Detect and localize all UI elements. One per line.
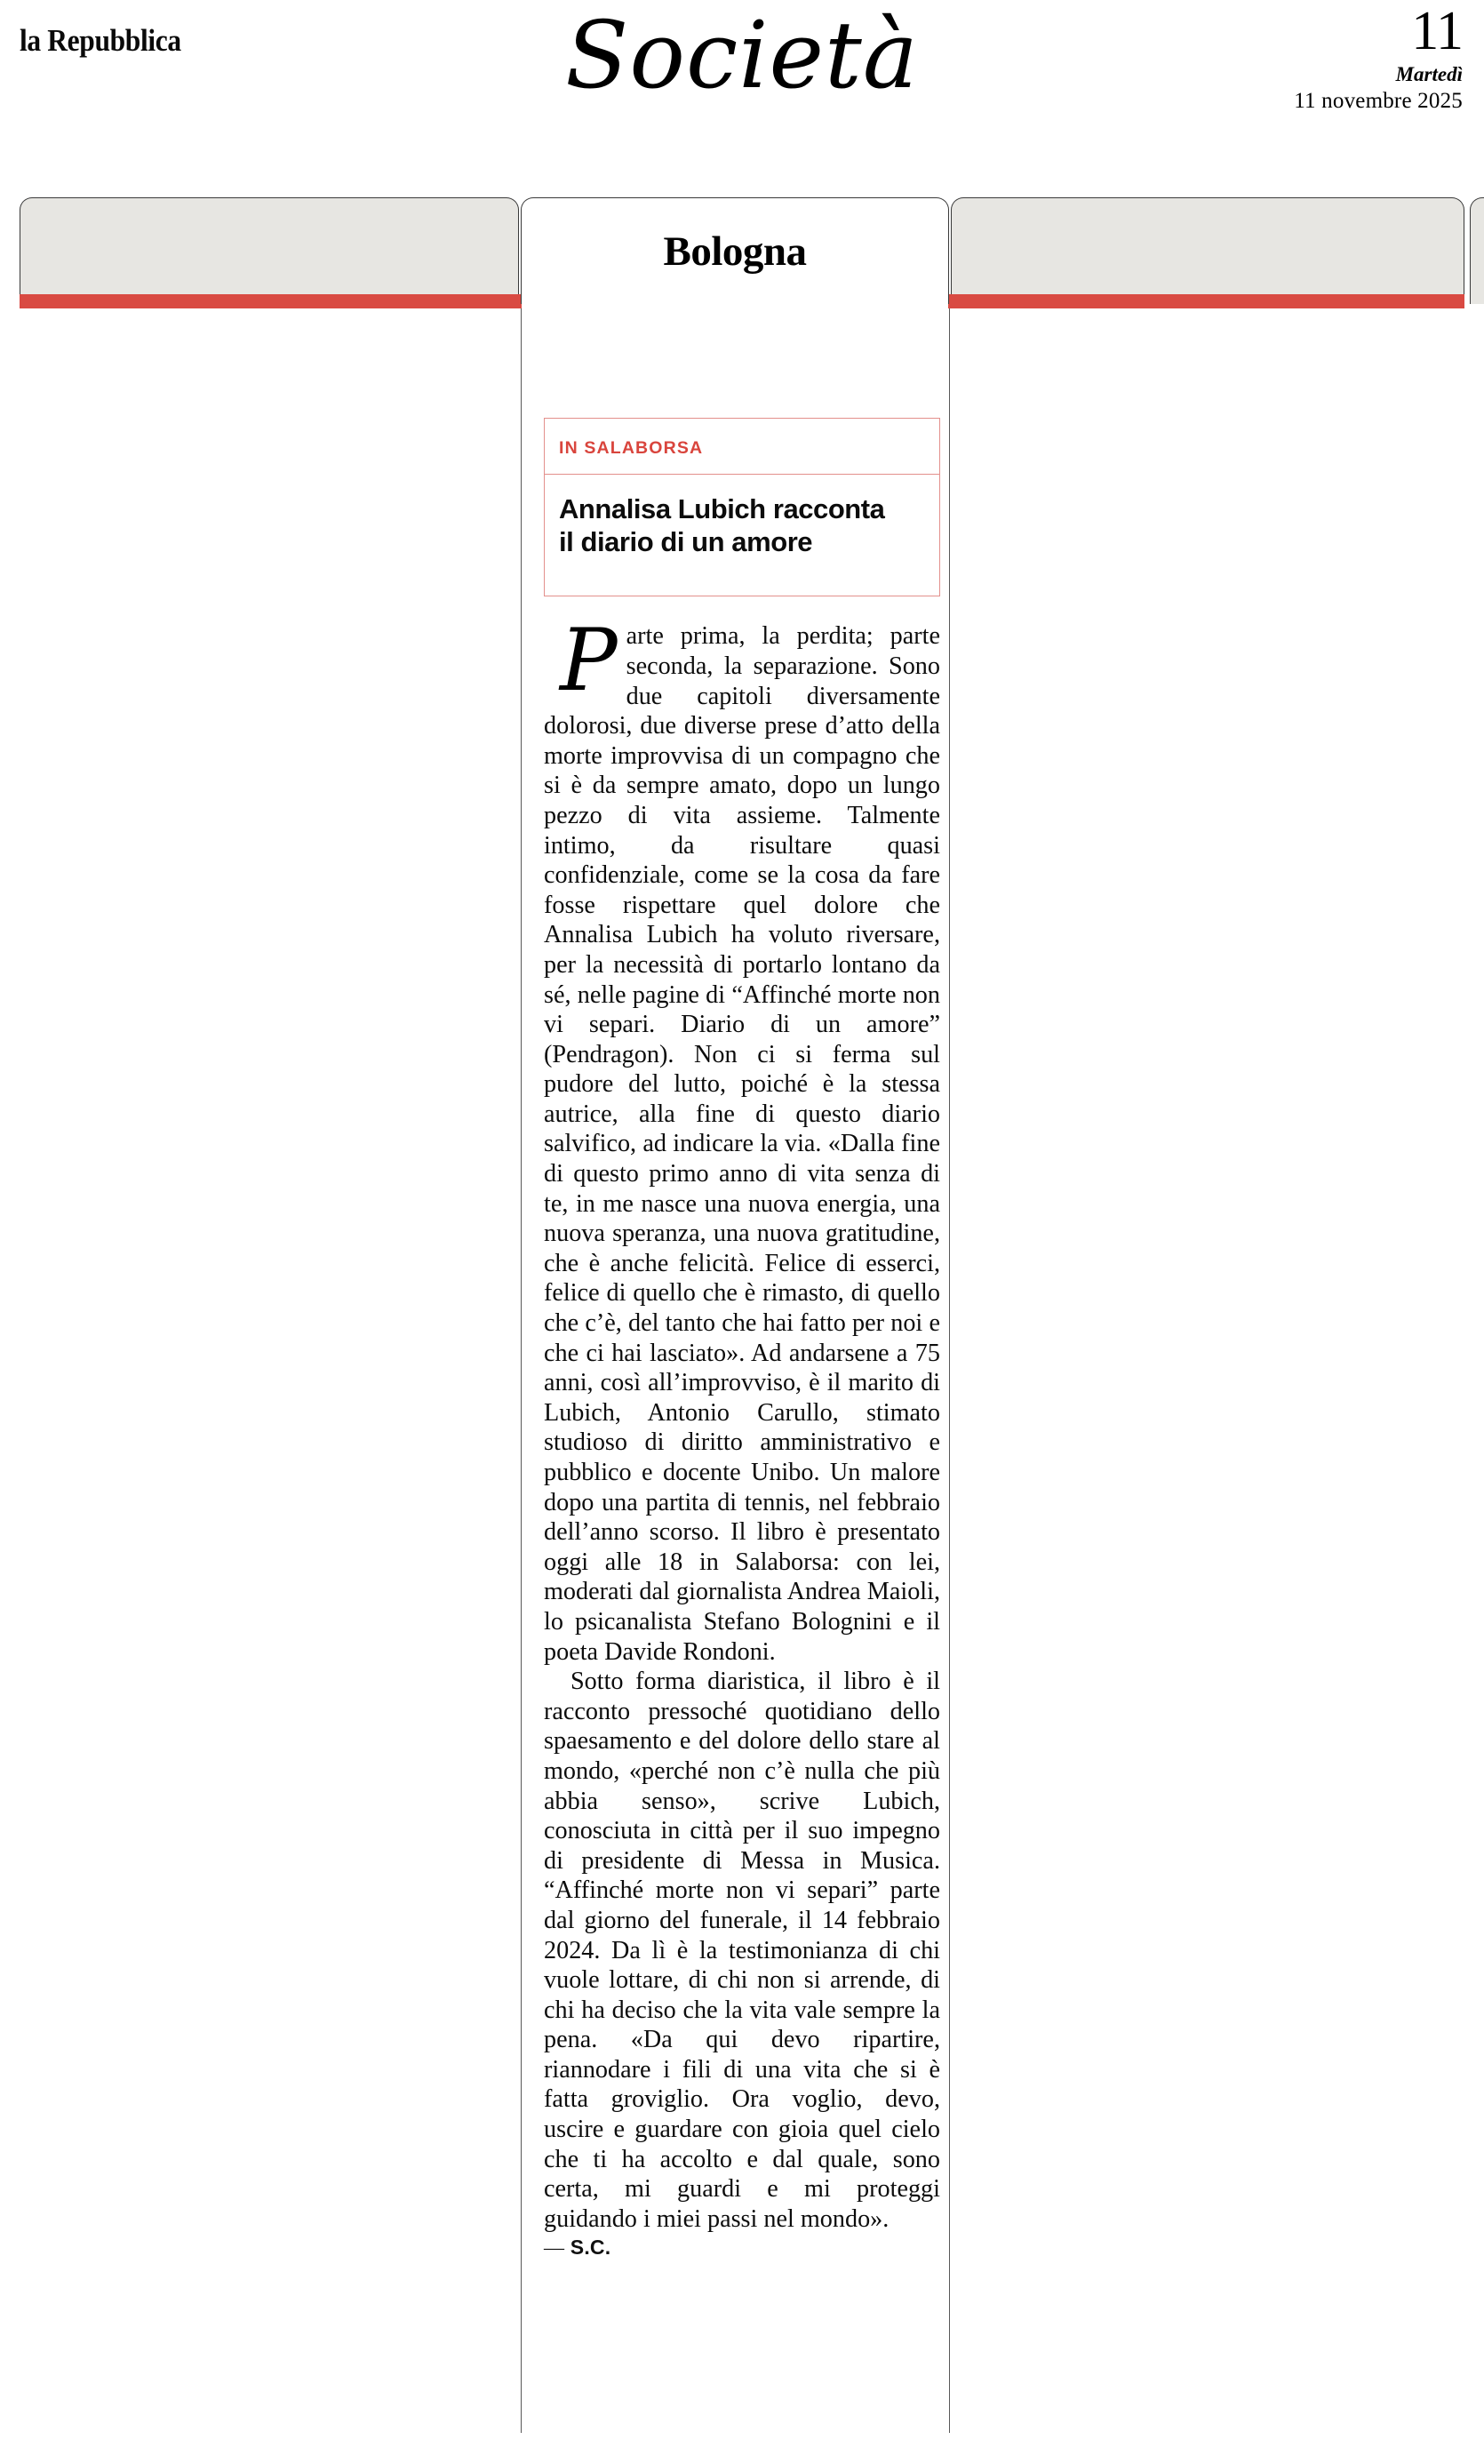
tab-bologna-label: Bologna xyxy=(663,228,807,275)
article-paragraph-2: Sotto forma diaristica, il libro è il racconto pressoché quotidiano dello spaesamento e del dolore dello stare al mondo, «perché non c’è nulla che più abbia senso», scrive Lubich, conosciuta in città per il suo impegno di presidente di Messa in Musica. “Affinché morte non vi separi” parte dal giorno del funerale, il 14 febbraio 2024. Da lì è la testimonianza di chi vuole lottare, di chi non si arrende, di chi ha deciso che la vita vale sempre la pena. «Da qui devo ripartire, riannodare i fili di una vita che si è fatta groviglio. Ora voglio, devo, uscire e guardare con gioia quel cielo che ti ha accolto e dal quale, sono certa, mi guardi e mi proteggi guidando i miei passi nel mondo». xyxy=(544,1668,940,2233)
masthead xyxy=(0,0,1484,188)
tab-right-blank[interactable] xyxy=(951,197,1464,304)
article-headline xyxy=(545,475,939,596)
drop-cap: P xyxy=(560,611,618,711)
article xyxy=(544,418,940,2260)
headline-box xyxy=(544,418,940,596)
publication-logo[interactable]: la Repubblica xyxy=(20,23,181,58)
tab-far-right-partial[interactable] xyxy=(1470,197,1484,304)
tab-bologna[interactable] xyxy=(521,197,949,304)
column-rule-left xyxy=(521,308,522,2433)
article-body xyxy=(544,611,940,2234)
article-paragraph-1-text: arte prima, la perdita; parte seconda, la separazione. Sono due capitoli diversamente dolorosi, due diverse prese d’atto della morte improvvisa di un compagno che si è da sempre amato, dopo un lungo pezzo di vita assieme. Talmente intimo, da risultare quasi confidenziale, come se la cosa da fare fosse rispettare quel dolore che Annalisa Lubich ha voluto riversare, per la necessità di portarlo lontano da sé, nelle pagine di “Affinché morte non vi separi. Diario di un amore” (Pendragon). Non ci si ferma sul pudore del lutto, poiché è la stessa autrice, alla fine di questo diario salvifico, ad indicare la via. «Dalla fine di questo primo anno di vita senza di te, in me nasce una nuova energia, una nuova speranza, una nuova gratitudine, che è anche felicità. Felice di esserci, felice di quello che è rimasto, di quello che c’è, del tanto che hai fatto per noi e che ci hai lasciato». Ad andarsene a 75 anni, così all’improvviso, è il marito di Lubich, Antonio Carullo, stimato studioso di diritto amministrativo e pubblico e docente Unibo. Un malore dopo una partita di tennis, nel febbraio dell’anno scorso. Il libro è presentato oggi alle 18 in Salaborsa: con lei, moderati dal giornalista Andrea Maioli, lo psicanalista Stefano Bolognini e il poeta Davide Rondoni. xyxy=(544,622,940,1666)
byline-dash: — xyxy=(544,2236,565,2260)
headline-line-1: Annalisa Lubich racconta xyxy=(559,493,885,524)
byline-initials: S.C. xyxy=(570,2236,611,2260)
headline-line-2: il diario di un amore xyxy=(559,526,813,558)
date-block xyxy=(1143,1,1463,114)
section-title: Società xyxy=(565,1,919,109)
article-paragraph-1 xyxy=(544,611,940,1667)
publication-date: 11 novembre 2025 xyxy=(1294,88,1463,113)
tab-left-blank[interactable] xyxy=(20,197,519,304)
page-number: 11 xyxy=(1411,1,1463,61)
weekday-label: Martedì xyxy=(1395,62,1463,85)
article-byline xyxy=(544,2236,940,2260)
article-kicker: IN SALABORSA xyxy=(545,419,939,475)
column-rule-right xyxy=(949,308,950,2433)
